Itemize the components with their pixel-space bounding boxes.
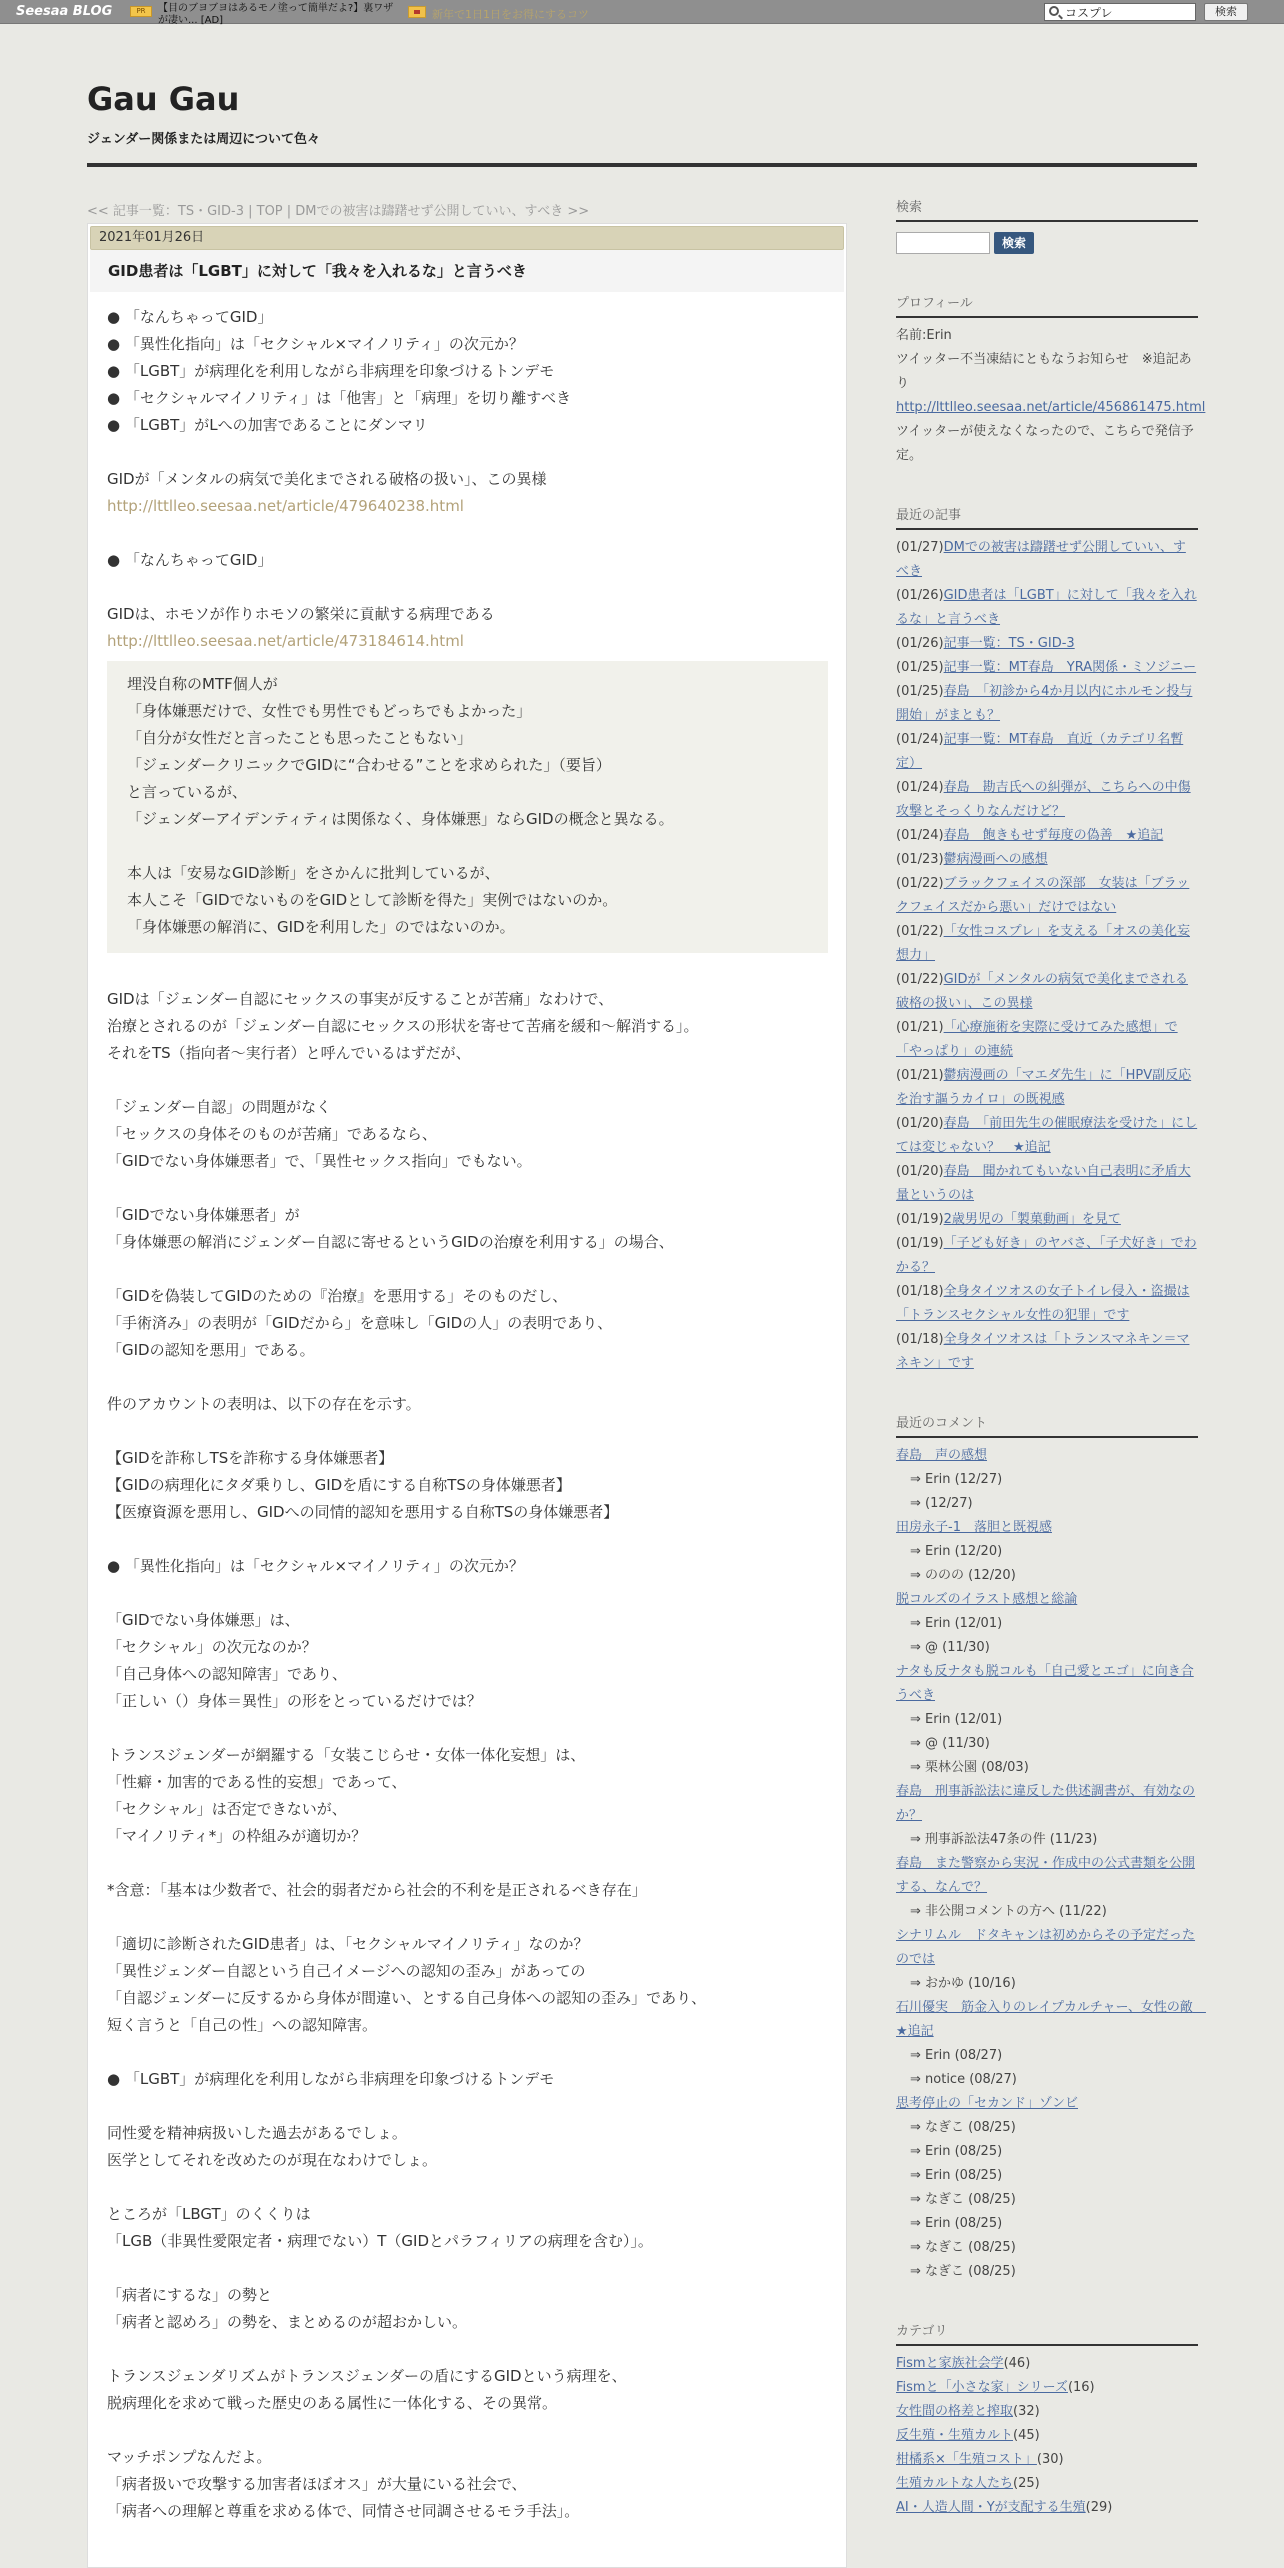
section-heading: ● 「異性化指向」は「セクシャル×マイノリティ」の次元か？: [107, 1557, 524, 1575]
category-item: Fismと「小さな家」シリーズ(16): [896, 2380, 1095, 2395]
paragraph-line: 「GIDの認知を悪用」である。: [107, 1341, 315, 1359]
recent-article-item: (01/24)記事一覧：MT春島 直近（カテゴリ名暫定）: [896, 732, 1184, 771]
recent-article-item: (01/27)DMでの被害は躊躇せず公開していい、すべき: [896, 540, 1186, 579]
comment-article-link[interactable]: 春島 刑事訴訟法に違反した供述調書が、有効なのか？: [896, 1784, 1196, 1823]
paragraph-line: 「性癖・加害的である性的妄想」であって、: [107, 1773, 407, 1791]
comment-reply[interactable]: ⇒ Erin (12/01): [910, 1712, 1003, 1727]
sidebar-search: [896, 232, 1198, 254]
search-heading: 検索: [896, 196, 1198, 222]
paragraph-line: 「自認ジェンダーに反するから身体が間違い、とする自己身体への認知の歪み」であり、: [107, 1989, 707, 2007]
ad-link[interactable]: 【目のブヨブヨはあるモノ塗って簡単だよ?】裏ワザが凄い... [AD]: [158, 3, 394, 26]
profile-heading: プロフィール: [896, 292, 1198, 318]
paragraph-line: ところが「LBGT」のくくりは: [107, 2205, 311, 2223]
paragraph-line: 「セクシャル」の次元なのか？: [107, 1638, 317, 1656]
recent-article-link[interactable]: 鬱病漫画の「マエダ先生」に「HPV副反応を治す謳うカイロ」の既視感: [896, 1068, 1192, 1107]
quote-line: と言っているが、: [127, 783, 248, 801]
comment-article-link[interactable]: ナタも反ナタも脱コルも「自己愛とエゴ」に向き合うべき: [896, 1664, 1194, 1703]
news-flag-icon: [408, 6, 426, 18]
category-link[interactable]: Fismと「小さな家」シリーズ: [896, 2380, 1068, 2395]
category-link[interactable]: 柑橘系×「生殖コスト」: [896, 2452, 1037, 2467]
recent-article-item: (01/24)春島 勘吉氏への糾弾が、こちらへの中傷攻撃とそっくりなんだけど？: [896, 780, 1191, 819]
recent-article-item: (01/22)「女性コスプレ」を支える「オスの美化妄想力」: [896, 924, 1190, 963]
paragraph-line: 「病者への理解と尊重を求める体で、同情させ同調させるモラ手法」。: [107, 2502, 580, 2520]
site-title[interactable]: Gau Gau: [87, 80, 240, 118]
recent-articles-list: [896, 536, 1198, 1376]
recent-article-link[interactable]: 春島 飽きもせず毎度の偽善 ★追記: [943, 828, 1164, 843]
comment-reply[interactable]: ⇒ @ (11/30): [910, 1736, 990, 1751]
reference-link[interactable]: http://lttlleo.seesaa.net/article/473184614.html: [107, 632, 464, 650]
recent-article-link[interactable]: 「心療施術を実際に受けてみた感想」で「やっぱり」の連続: [896, 1020, 1178, 1059]
section-heading: ● 「なんちゃってGID」: [107, 551, 273, 569]
recent-article-link[interactable]: ブラックフェイスの深部 女装は「ブラックフェイスだから悪い」だけではない: [896, 876, 1190, 915]
comment-reply[interactable]: ⇒ Erin (08/25): [910, 2168, 1003, 2183]
paragraph-line: 「異性ジェンダー自認という自己イメージへの認知の歪み」があっての: [107, 1962, 586, 1980]
reference-link[interactable]: http://lttlleo.seesaa.net/article/479640238.html: [107, 497, 464, 515]
toc-item: ● 「セクシャルマイノリティ」は「他害」と「病理」を切り離すべき: [107, 389, 571, 407]
recent-article-link[interactable]: 春島 勘吉氏への糾弾が、こちらへの中傷攻撃とそっくりなんだけど？: [896, 780, 1191, 819]
paragraph-line: 「自己身体への認知障害」であり、: [107, 1665, 348, 1683]
paragraph-line: それをTS（指向者～実行者）と呼んでいるはずだが、: [107, 1044, 471, 1062]
recent-article-link[interactable]: 春島 「前田先生の催眠療法を受けた」にしては変じゃない？ ★追記: [896, 1116, 1198, 1155]
paragraph-line: 同性愛を精神病扱いした過去があるでしょ。: [107, 2124, 407, 2142]
sidebar-search-button[interactable]: 検索: [994, 232, 1034, 254]
comment-reply[interactable]: ⇒ なぎこ (08/25): [910, 2240, 1016, 2255]
paragraph-line: 【GIDの病理化にタダ乗りし、GIDを盾にする自称TSの身体嫌悪者】: [107, 1476, 571, 1494]
paragraph-line: 「病者と認めろ」の勢を、まとめるのが超おかしい。: [107, 2313, 468, 2331]
quote-line: 埋没自称のMTF個人が: [127, 675, 278, 693]
paragraph-line: 「適切に診断されたGID患者」は、「セクシャルマイノリティ」なのか？: [107, 1935, 589, 1953]
toc-item: ● 「LGBT」が病理化を利用しながら非病理を印象づけるトンデモ: [107, 362, 555, 380]
comment-reply[interactable]: ⇒ 非公開コメントの方へ (11/22): [910, 1904, 1107, 1919]
quote-line: 「身体嫌悪の解消に、GIDを利用した」のではないのか。: [127, 918, 515, 936]
recent-article-item: (01/24)春島 飽きもせず毎度の偽善 ★追記: [896, 828, 1164, 843]
paragraph-line: 「GIDでない身体嫌悪」は、: [107, 1611, 300, 1629]
recent-article-link[interactable]: 2歳男児の「製菓動画」を見て: [943, 1212, 1121, 1227]
quote-block: [107, 661, 828, 953]
paragraph-line: トランスジェンダーが網羅する「女装こじらせ・女体一体化妄想」は、: [107, 1746, 586, 1764]
toc-item: ● 「LGBT」がLへの加害であることにダンマリ: [107, 416, 428, 434]
category-link[interactable]: 反生殖・生殖カルト: [896, 2428, 1014, 2443]
comment-reply[interactable]: ⇒ Erin (12/01): [910, 1616, 1003, 1631]
paragraph-line: 「LGB（非異性愛限定者・病理でない）T（GIDとパラフィリアの病理を含む）」。: [107, 2232, 653, 2250]
site-description: ジェンダー関係または周辺について色々: [87, 132, 320, 147]
comment-reply[interactable]: ⇒ なぎこ (08/25): [910, 2264, 1016, 2279]
comment-article-link[interactable]: 春島 また警察から実況・作成中の公式書類を公開する、なんで？: [896, 1856, 1196, 1895]
recent-article-link[interactable]: 「女性コスプレ」を支える「オスの美化妄想力」: [896, 924, 1190, 963]
quote-line: 「身体嫌悪だけで、女性でも男性でもどっちでもよかった」: [127, 702, 532, 720]
comment-reply[interactable]: ⇒ ののの (12/20): [910, 1568, 1016, 1583]
category-item: AI・人造人間・Yが支配する生殖(29): [896, 2500, 1113, 2515]
seesaa-logo[interactable]: Seesaa BLOG: [16, 4, 113, 19]
comment-article-link[interactable]: 田房永子-1 落胆と既視感: [896, 1520, 1052, 1535]
recent-article-item: (01/22)ブラックフェイスの深部 女装は「ブラックフェイスだから悪い」だけではない: [896, 876, 1190, 915]
comment-reply[interactable]: ⇒ なぎこ (08/25): [910, 2192, 1016, 2207]
header-divider: [87, 163, 1197, 167]
category-link[interactable]: Fismと家族社会学: [896, 2356, 1004, 2371]
news-link[interactable]: 新年で1日1日をお得にするコツ: [432, 8, 589, 21]
paragraph-line: 医学としてそれを改めたのが現在なわけでしょ。: [107, 2151, 438, 2169]
recent-article-item: (01/21)「心療施術を実際に受けてみた感想」で「やっぱり」の連続: [896, 1020, 1178, 1059]
comment-reply[interactable]: ⇒ @ (11/30): [910, 1640, 990, 1655]
quote-line: 本人こそ「GIDでないものをGIDとして診断を得た」実例ではないのか。: [127, 891, 618, 909]
recent-article-link[interactable]: GIDが「メンタルの病気で美化までされる破格の扱い」、この異様: [896, 972, 1189, 1011]
recent-articles-heading: 最近の記事: [896, 504, 1198, 530]
paragraph-line: 「セクシャル」は否定できないが、: [107, 1800, 347, 1818]
category-link[interactable]: AI・人造人間・Yが支配する生殖: [896, 2500, 1086, 2515]
recent-article-link[interactable]: 春島 「初診から4か月以内にホルモン投与開始」がまとも？: [896, 684, 1193, 723]
category-link[interactable]: 生殖カルトな人たち: [896, 2476, 1014, 2491]
paragraph-line: *含意：「基本は少数者で、社会的弱者だから社会的不利を是正されるべき存在」: [107, 1881, 647, 1899]
recent-article-link[interactable]: 春島 聞かれてもいない自己表明に矛盾大量というのは: [896, 1164, 1191, 1203]
recent-article-item: (01/19)「子ども好き」のヤバさ、「子犬好き」でわかる？: [896, 1236, 1197, 1275]
profile-section: [896, 324, 1206, 468]
category-item: 生殖カルトな人たち(25): [896, 2476, 1040, 2491]
paragraph-line: 治療とされるのが「ジェンダー自認にセックスの形状を寄せて苦痛を緩和～解消する」。: [107, 1017, 699, 1035]
recent-article-item: (01/20)春島 聞かれてもいない自己表明に矛盾大量というのは: [896, 1164, 1191, 1203]
paragraph-line: 【医療資源を悪用し、GIDへの同情的認知を悪用する自称TSの身体嫌悪者】: [107, 1503, 619, 1521]
recent-article-item: (01/21)鬱病漫画の「マエダ先生」に「HPV副反応を治す謳うカイロ」の既視感: [896, 1068, 1192, 1107]
paragraph-line: 【GIDを詐称しTSを詐称する身体嫌悪者】: [107, 1449, 394, 1467]
profile-name: 名前:Erin: [896, 328, 952, 343]
reference-text: GIDは、ホモソが作りホモソの繁栄に貢献する病理である: [107, 605, 495, 623]
recent-article-item: (01/25)記事一覧：MT春島 YRA関係・ミソジニー: [896, 660, 1197, 675]
recent-article-link[interactable]: DMでの被害は躊躇せず公開していい、すべき: [896, 540, 1186, 579]
comment-reply[interactable]: ⇒ 栗林公園 (08/03): [910, 1760, 1029, 1775]
article-title[interactable]: GID患者は「LGBT」に対して「我々を入れるな」と言うべき: [90, 250, 844, 292]
recent-article-link[interactable]: 記事一覧：TS・GID-3: [943, 636, 1075, 651]
top-bar: [0, 0, 1284, 24]
recent-article-link[interactable]: 全身タイツオスの女子トイレ侵入・盗撮は「トランスセクシャル女性の犯罪」です: [896, 1284, 1190, 1323]
article-date: 2021年01月26日: [90, 226, 844, 250]
paragraph-line: 「セックスの身体そのものが苦痛」であるなら、: [107, 1125, 437, 1143]
sidebar-search-input[interactable]: [896, 232, 990, 254]
comment-article-link[interactable]: 脱コルズのイラスト感想と総論: [896, 1592, 1078, 1607]
recent-article-item: (01/18)全身タイツオスの女子トイレ侵入・盗撮は「トランスセクシャル女性の犯罪」です: [896, 1284, 1190, 1323]
comment-reply[interactable]: ⇒ なぎこ (08/25): [910, 2120, 1016, 2135]
paragraph-line: トランスジェンダリズムがトランスジェンダーの盾にするGIDという病理を、: [107, 2367, 627, 2385]
comment-reply[interactable]: ⇒ 刑事訴訟法47条の件 (11/23): [910, 1832, 1098, 1847]
comment-reply[interactable]: ⇒ Erin (08/25): [910, 2216, 1003, 2231]
category-list: [896, 2352, 1198, 2520]
search-icon: [1049, 6, 1059, 16]
reference-text: GIDが「メンタルの病気で美化までされる破格の扱い」、この異様: [107, 470, 547, 488]
paragraph-line: 「手術済み」の表明が「GIDだから」を意味し「GIDの人」の表明であり、: [107, 1314, 613, 1332]
toc-item: ● 「異性化指向」は「セクシャル×マイノリティ」の次元か？: [107, 335, 524, 353]
comment-reply[interactable]: ⇒ notice (08/27): [910, 2072, 1017, 2087]
paragraph-line: 脱病理化を求めて戦った歴史のある属性に一体化する、その異常。: [107, 2394, 558, 2412]
comment-article-link[interactable]: 思考停止の「セカンド」ゾンビ: [896, 2096, 1079, 2111]
sidebar: [896, 196, 1206, 2520]
comment-reply[interactable]: ⇒ (12/27): [910, 1496, 973, 1511]
article: [87, 223, 847, 2568]
category-heading: カテゴリ: [896, 2320, 1198, 2346]
recent-article-item: (01/22)GIDが「メンタルの病気で美化までされる破格の扱い」、この異様: [896, 972, 1189, 1011]
recent-article-link[interactable]: 記事一覧：MT春島 直近（カテゴリ名暫定）: [896, 732, 1184, 771]
paragraph-line: 「身体嫌悪の解消にジェンダー自認に寄せるというGIDの治療を利用する」の場合、: [107, 1233, 674, 1251]
recent-article-link[interactable]: 記事一覧：MT春島 YRA関係・ミソジニー: [943, 660, 1197, 675]
paragraph-line: 件のアカウントの表明は、以下の存在を示す。: [107, 1395, 421, 1413]
toc-item: ● 「なんちゃってGID」: [107, 308, 273, 326]
comment-reply[interactable]: ⇒ おかゆ (10/16): [910, 1976, 1016, 1991]
paragraph-line: 「ジェンダー自認」の問題がなく: [107, 1098, 332, 1116]
profile-notice: ツイッター不当凍結にともなうお知らせ ※追記あり: [896, 352, 1192, 391]
recent-article-item: (01/26)記事一覧：TS・GID-3: [896, 636, 1075, 651]
paragraph-line: 「正しい（）身体＝異性」の形をとっているだけでは？: [107, 1692, 482, 1710]
recent-article-item: (01/20)春島 「前田先生の催眠療法を受けた」にしては変じゃない？ ★追記: [896, 1116, 1198, 1155]
category-item: 反生殖・生殖カルト(45): [896, 2428, 1040, 2443]
section-heading: ● 「LGBT」が病理化を利用しながら非病理を印象づけるトンデモ: [107, 2070, 555, 2088]
category-item: 女性間の格差と搾取(32): [896, 2404, 1040, 2419]
comment-reply[interactable]: ⇒ Erin (12/20): [910, 1544, 1003, 1559]
post-navigation[interactable]: << 記事一覧：TS・GID-3 | TOP | DMでの被害は躊躇せず公開していい、すべき >>: [87, 204, 590, 219]
recent-article-item: (01/18)全身タイツオスは「トランスマネキン＝マネキン」です: [896, 1332, 1190, 1371]
paragraph-line: 「GIDを偽装してGIDのための『治療』を悪用する」そのものだし、: [107, 1287, 568, 1305]
quote-line: 本人は「安易なGID診断」をさかんに批判しているが、: [127, 864, 500, 882]
recent-comments-list: [896, 1444, 1206, 2284]
recent-article-item: (01/19)2歳男児の「製菓動画」を見て: [896, 1212, 1121, 1227]
top-search-input[interactable]: [1044, 3, 1196, 21]
paragraph-line: 短く言うと「自己の性」への認知障害。: [107, 2016, 378, 2034]
paragraph-line: 「病者にするな」の勢と: [107, 2286, 273, 2304]
profile-note: ツイッターが使えなくなったので、こちらで発信予定。: [896, 424, 1194, 463]
comment-reply[interactable]: ⇒ Erin (08/25): [910, 2144, 1003, 2159]
top-search-button[interactable]: 検索: [1204, 3, 1248, 21]
paragraph-line: GIDは「ジェンダー自認にセックスの事実が反することが苦痛」なわけで、: [107, 990, 614, 1008]
recent-article-link[interactable]: 鬱病漫画への感想: [943, 852, 1048, 867]
quote-line: 「ジェンダークリニックでGIDに“合わせる”ことを求められた」（要旨）: [127, 756, 611, 774]
recent-comments-heading: 最近のコメント: [896, 1412, 1198, 1438]
comment-reply[interactable]: ⇒ Erin (12/27): [910, 1472, 1003, 1487]
pr-badge: PR: [130, 6, 152, 17]
category-item: Fismと家族社会学(46): [896, 2356, 1031, 2371]
paragraph-line: 「GIDでない身体嫌悪者」が: [107, 1206, 300, 1224]
paragraph-line: マッチポンプなんだよ。: [107, 2448, 272, 2466]
recent-article-item: (01/23)鬱病漫画への感想: [896, 852, 1048, 867]
recent-article-link[interactable]: GID患者は「LGBT」に対して「我々を入れるな」と言うべき: [896, 588, 1197, 627]
profile-link[interactable]: http://lttlleo.seesaa.net/article/456861475.html: [896, 400, 1206, 415]
paragraph-line: 「マイノリティ*」の枠組みが適切か？: [107, 1827, 367, 1845]
recent-article-link[interactable]: 「子ども好き」のヤバさ、「子犬好き」でわかる？: [896, 1236, 1197, 1275]
quote-line: 「自分が女性だと言ったことも思ったこともない」: [127, 729, 473, 747]
recent-article-item: (01/26)GID患者は「LGBT」に対して「我々を入れるな」と言うべき: [896, 588, 1197, 627]
comment-article-link[interactable]: 春島 声の感想: [896, 1448, 988, 1463]
article-body: [88, 292, 846, 2525]
paragraph-line: 「病者扱いで攻撃する加害者ほぼオス」が大量にいる社会で、: [107, 2475, 527, 2493]
comment-article-link[interactable]: シナリムル ドタキャンは初めからその予定だったのでは: [896, 1928, 1196, 1967]
comment-reply[interactable]: ⇒ Erin (08/27): [910, 2048, 1003, 2063]
quote-line: 「ジェンダーアイデンティティは関係なく、身体嫌悪」ならGIDの概念と異なる。: [127, 810, 674, 828]
category-link[interactable]: 女性間の格差と搾取: [896, 2404, 1014, 2419]
recent-article-link[interactable]: 全身タイツオスは「トランスマネキン＝マネキン」です: [896, 1332, 1190, 1371]
paragraph-line: 「GIDでない身体嫌悪者」で、「異性セックス指向」でもない。: [107, 1152, 532, 1170]
comment-article-link[interactable]: 石川優実 筋金入りのレイプカルチャー、女性の敵 ★追記: [896, 2000, 1206, 2039]
category-item: 柑橘系×「生殖コスト」(30): [896, 2452, 1064, 2467]
recent-article-item: (01/25)春島 「初診から4か月以内にホルモン投与開始」がまとも？: [896, 684, 1193, 723]
